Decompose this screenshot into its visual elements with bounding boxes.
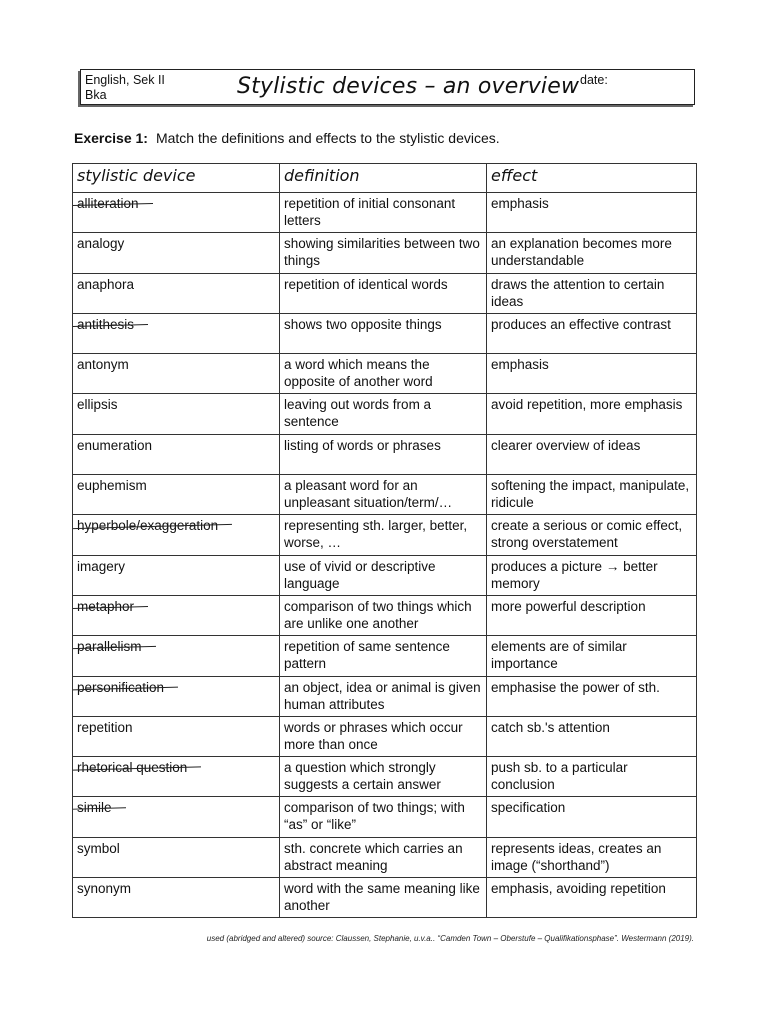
device-cell <box>73 716 280 756</box>
worksheet-header <box>80 69 695 105</box>
teacher-label: Bka <box>85 88 107 102</box>
device-cell <box>73 555 280 595</box>
device-name: enumeration <box>77 437 153 453</box>
definition-cell: comparison of two things; with “as” or “like” <box>280 797 487 837</box>
table-row <box>73 595 697 635</box>
device-name: antonym <box>77 357 129 373</box>
device-name: synonym <box>77 881 132 897</box>
device-cell <box>73 434 280 474</box>
definition-cell: repetition of same sentence pattern <box>280 636 487 676</box>
table-row <box>73 233 697 273</box>
definition-cell: use of vivid or descriptive language <box>280 555 487 595</box>
table-row <box>73 193 697 233</box>
device-name: anaphora <box>77 276 135 292</box>
effect-cell: represents ideas, creates an image (“shorthand”) <box>487 837 697 877</box>
effect-cell: more powerful description <box>487 595 697 635</box>
table-row <box>73 273 697 313</box>
exercise-label: Exercise 1: <box>74 130 148 146</box>
effect-cell: emphasise the power of sth. <box>487 676 697 716</box>
table-row <box>73 716 697 756</box>
definition-cell: repetition of initial consonant letters <box>280 193 487 233</box>
table-row <box>73 636 697 676</box>
definition-cell: leaving out words from a sentence <box>280 394 487 434</box>
header-stylistic-device: stylistic device <box>73 164 280 193</box>
device-name: ellipsis <box>77 397 118 413</box>
definition-cell: a pleasant word for an unpleasant situation/term/… <box>280 475 487 515</box>
device-name: parallelism <box>77 639 142 655</box>
device-name: antithesis <box>77 316 135 332</box>
course-label: English, Sek II <box>85 73 165 87</box>
device-cell <box>73 313 280 353</box>
effect-cell: create a serious or comic effect, strong overstatement <box>487 515 697 555</box>
definition-cell: word with the same meaning like another <box>280 878 487 918</box>
device-cell <box>73 636 280 676</box>
device-cell <box>73 878 280 918</box>
definition-cell: sth. concrete which carries an abstract meaning <box>280 837 487 877</box>
device-name: analogy <box>77 236 125 252</box>
definition-cell: listing of words or phrases <box>280 434 487 474</box>
device-name: hyperbole/exaggeration <box>77 518 219 534</box>
device-cell <box>73 475 280 515</box>
definition-cell: showing similarities between two things <box>280 233 487 273</box>
device-cell <box>73 515 280 555</box>
page-title: Stylistic devices – an overview <box>237 74 580 99</box>
device-cell <box>73 797 280 837</box>
definition-cell: an object, idea or animal is given human attributes <box>280 676 487 716</box>
effect-cell: draws the attention to certain ideas <box>487 273 697 313</box>
definition-cell: words or phrases which occur more than once <box>280 716 487 756</box>
effect-cell: specification <box>487 797 697 837</box>
date-label: date: <box>580 73 608 87</box>
device-name: imagery <box>77 558 126 574</box>
device-cell <box>73 676 280 716</box>
table-row <box>73 313 697 353</box>
device-name: rhetorical question <box>77 760 188 776</box>
definition-cell: a word which means the opposite of another word <box>280 354 487 394</box>
effect-cell: produces an effective contrast <box>487 313 697 353</box>
definition-cell: repetition of identical words <box>280 273 487 313</box>
device-name: repetition <box>77 719 133 735</box>
effect-cell: avoid repetition, more emphasis <box>487 394 697 434</box>
effect-cell: push sb. to a particular conclusion <box>487 757 697 797</box>
effect-cell: emphasis <box>487 354 697 394</box>
table-row <box>73 394 697 434</box>
table-row <box>73 676 697 716</box>
table-row <box>73 354 697 394</box>
table-row <box>73 515 697 555</box>
course-info <box>85 73 165 103</box>
table-row <box>73 837 697 877</box>
header-definition: definition <box>280 164 487 193</box>
device-name: euphemism <box>77 478 147 494</box>
definition-cell: comparison of two things which are unlike one another <box>280 595 487 635</box>
device-cell <box>73 354 280 394</box>
definition-cell: representing sth. larger, better, worse, … <box>280 515 487 555</box>
device-name: personification <box>77 679 165 695</box>
device-name: simile <box>77 800 112 816</box>
effect-cell: produces a picture → better memory <box>487 555 697 595</box>
exercise-text: Match the definitions and effects to the stylistic devices. <box>155 130 500 146</box>
header-effect: effect <box>487 164 697 193</box>
table-header-row <box>73 164 697 193</box>
table-row <box>73 878 697 918</box>
device-cell <box>73 394 280 434</box>
table-row <box>73 797 697 837</box>
table-row <box>73 757 697 797</box>
device-name: metaphor <box>77 598 135 614</box>
device-cell <box>73 595 280 635</box>
device-cell <box>73 273 280 313</box>
device-cell <box>73 193 280 233</box>
effect-cell: emphasis, avoiding repetition <box>487 878 697 918</box>
definition-cell: a question which strongly suggests a certain answer <box>280 757 487 797</box>
effect-cell: softening the impact, manipulate, ridicule <box>487 475 697 515</box>
definition-cell: shows two opposite things <box>280 313 487 353</box>
device-name: alliteration <box>77 196 139 211</box>
exercise-instruction <box>74 130 500 146</box>
effect-cell: emphasis <box>487 193 697 233</box>
table-row <box>73 434 697 474</box>
device-cell <box>73 233 280 273</box>
table-row <box>73 555 697 595</box>
stylistic-devices-table <box>72 163 697 918</box>
device-cell <box>73 757 280 797</box>
table-row <box>73 475 697 515</box>
source-citation: used (abridged and altered) source: Claussen, Stephanie, u.v.a.. “Camden Town – Oberstufe – Qualifikationsphase”. Westermann (2019). <box>206 934 694 943</box>
effect-cell: elements are of similar importance <box>487 636 697 676</box>
device-cell <box>73 837 280 877</box>
effect-cell: an explanation becomes more understandable <box>487 233 697 273</box>
device-name: symbol <box>77 840 120 856</box>
effect-cell: clearer overview of ideas <box>487 434 697 474</box>
effect-cell: catch sb.'s attention <box>487 716 697 756</box>
